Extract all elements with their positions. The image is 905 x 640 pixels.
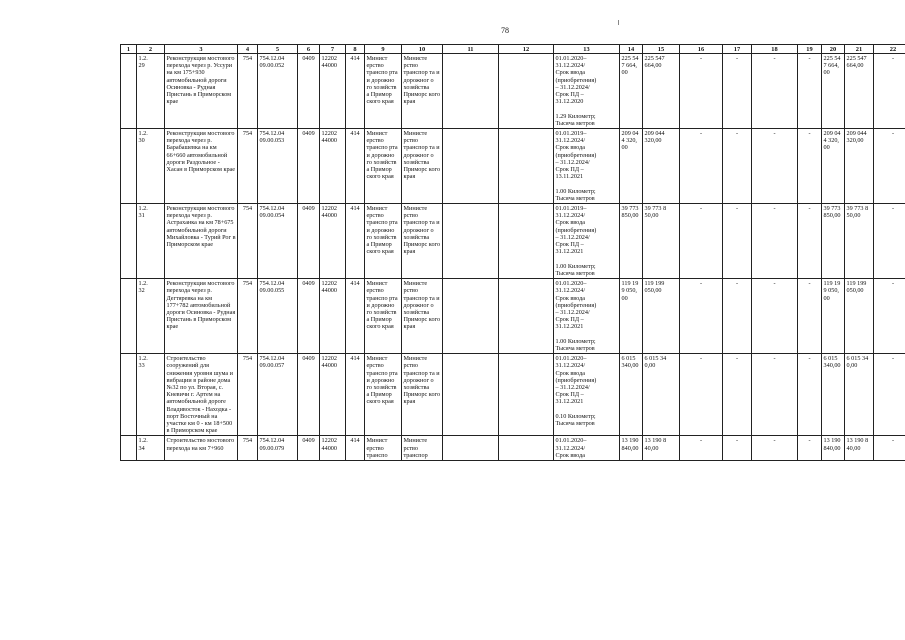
table-cell-col-22: - — [874, 436, 905, 461]
table-cell-col-11 — [443, 54, 499, 129]
table-cell-col-20: 13 190 840,00 — [822, 436, 845, 461]
table-cell-col-10: Министе рство транспор та и дорожног о хозяйства Приморс кого края — [402, 129, 443, 204]
table-cell-col-2: 1.2. 30 — [137, 129, 165, 204]
table-row — [121, 279, 905, 354]
table-cell-col-10: Министе рство транспор та и дорожног о хозяйства Приморс кого края — [402, 279, 443, 354]
page-number: 78 — [501, 26, 509, 35]
table-row — [121, 129, 905, 204]
table-cell-col-18: - — [752, 279, 798, 354]
column-number-10: 10 — [402, 45, 443, 54]
table-cell-col-3: Реконструкция мостового перехода через р. Барабашевка на км 66+660 автомобильной дороги Раздольное - Хасан в Приморском крае — [165, 129, 238, 204]
table-cell-col-9: Минист ерство транспо — [365, 436, 402, 461]
table-row — [121, 354, 905, 436]
table-cell-col-11 — [443, 279, 499, 354]
table-header-row — [121, 45, 905, 54]
table-row — [121, 54, 905, 129]
table-cell-col-5: 754.12.04 09.00.079 — [258, 436, 298, 461]
table-cell-col-12 — [499, 436, 554, 461]
table-cell-col-16: - — [680, 129, 723, 204]
table-cell-col-3: Реконструкция мостового перехода через р. Дегтяревка на км 177+782 автомобильной дороги Осиновка - Рудная Пристань в Приморском крае — [165, 279, 238, 354]
column-number-22: 22 — [874, 45, 905, 54]
table-cell-col-19: - — [798, 436, 822, 461]
table-cell-col-20: 119 19 9 050, 00 — [822, 279, 845, 354]
table-cell-col-4: 754 — [238, 54, 258, 129]
table-cell-col-18: - — [752, 129, 798, 204]
column-number-20: 20 — [822, 45, 845, 54]
table-cell-col-2: 1.2. 34 — [137, 436, 165, 461]
column-number-16: 16 — [680, 45, 723, 54]
table-cell-col-14: 119 19 9 050, 00 — [620, 279, 643, 354]
table-cell-col-16: - — [680, 204, 723, 279]
table-cell-col-4: 754 — [238, 436, 258, 461]
table-cell-col-3: Реконструкция мостового перехода через р. Уссури на км 175+930 автомобильной дороги Осиновка - Рудная Пристань в Приморском крае — [165, 54, 238, 129]
table-cell-col-3: Реконструкция мостового перехода через р. Астраханка на км 78+675 автомобильной дороги Михайловка - Турий Рог в Приморском крае — [165, 204, 238, 279]
table-cell-col-14: 39 773 850,00 — [620, 204, 643, 279]
table-cell-col-14: 225 54 7 664, 00 — [620, 54, 643, 129]
table-row — [121, 204, 905, 279]
table-cell-col-11 — [443, 204, 499, 279]
table-cell-col-13: 01.01.2019– 31.12.2024/ Срок ввода (приобретения) – 31.12.2024/ Срок ПД – 13.11.2021 1.00 Километр; Тысяча метров — [554, 129, 620, 204]
table-cell-col-21: 13 190 8 40,00 — [845, 436, 874, 461]
table-cell-col-7: 12202 44000 — [320, 54, 346, 129]
table-cell-col-9: Минист ерство транспо рта и дорожно го хозяйств а Примор ского края — [365, 354, 402, 436]
table-cell-col-14: 6 015 340,00 — [620, 354, 643, 436]
table-cell-col-6: 0409 — [298, 54, 320, 129]
table-cell-col-9: Минист ерство транспо рта и дорожно го хозяйств а Примор ского края — [365, 129, 402, 204]
table-cell-col-21: 6 015 34 0,00 — [845, 354, 874, 436]
table-cell-col-16: - — [680, 436, 723, 461]
table-cell-col-5: 754.12.04 09.00.054 — [258, 204, 298, 279]
column-number-6: 6 — [298, 45, 320, 54]
table-cell-col-22: - — [874, 54, 905, 129]
table-cell-col-10: Министе рство транспор та и дорожног о хозяйства Приморс кого края — [402, 204, 443, 279]
column-number-15: 15 — [643, 45, 680, 54]
table-cell-col-1 — [121, 54, 137, 129]
table-cell-col-7: 12202 44000 — [320, 436, 346, 461]
table-cell-col-12 — [499, 204, 554, 279]
table-cell-col-15: 209 044 320,00 — [643, 129, 680, 204]
table-cell-col-15: 225 547 664,00 — [643, 54, 680, 129]
table-cell-col-15: 39 773 8 50,00 — [643, 204, 680, 279]
table-cell-col-7: 12202 44000 — [320, 129, 346, 204]
table-cell-col-22: - — [874, 354, 905, 436]
table-cell-col-2: 1.2. 33 — [137, 354, 165, 436]
table-cell-col-1 — [121, 279, 137, 354]
column-number-4: 4 — [238, 45, 258, 54]
table-cell-col-17: - — [723, 354, 752, 436]
table-cell-col-13: 01.01.2020– 31.12.2024/ Срок ввода (приобретения) – 31.12.2024/ Срок ПД – 31.12.2021 0.10 Километр; Тысяча метров — [554, 354, 620, 436]
table-cell-col-11 — [443, 354, 499, 436]
table-cell-col-6: 0409 — [298, 129, 320, 204]
table-cell-col-16: - — [680, 54, 723, 129]
table-cell-col-8: 414 — [346, 354, 365, 436]
table-cell-col-20: 225 54 7 664, 00 — [822, 54, 845, 129]
column-number-7: 7 — [320, 45, 346, 54]
table-cell-col-9: Минист ерство транспо рта и дорожно го хозяйств а Примор ского края — [365, 279, 402, 354]
table-cell-col-8: 414 — [346, 54, 365, 129]
table-cell-col-17: - — [723, 54, 752, 129]
column-number-8: 8 — [346, 45, 365, 54]
table-cell-col-10: Министе рство транспор та и дорожног о хозяйства Приморс кого края — [402, 354, 443, 436]
table-cell-col-11 — [443, 129, 499, 204]
column-number-11: 11 — [443, 45, 499, 54]
table-cell-col-19: - — [798, 204, 822, 279]
scan-mark — [618, 20, 619, 25]
table-cell-col-8: 414 — [346, 129, 365, 204]
table-cell-col-9: Минист ерство транспо рта и дорожно го хозяйств а Примор ского края — [365, 54, 402, 129]
table-cell-col-21: 209 044 320,00 — [845, 129, 874, 204]
table-cell-col-13: 01.01.2020– 31.12.2024/ Срок ввода — [554, 436, 620, 461]
table-cell-col-22: - — [874, 279, 905, 354]
table-cell-col-22: - — [874, 204, 905, 279]
column-number-9: 9 — [365, 45, 402, 54]
table-cell-col-14: 13 190 840,00 — [620, 436, 643, 461]
column-number-12: 12 — [499, 45, 554, 54]
table-cell-col-20: 6 015 340,00 — [822, 354, 845, 436]
column-number-17: 17 — [723, 45, 752, 54]
table-cell-col-19: - — [798, 279, 822, 354]
table-cell-col-12 — [499, 54, 554, 129]
table-cell-col-15: 119 199 050,00 — [643, 279, 680, 354]
table-cell-col-17: - — [723, 436, 752, 461]
table-cell-col-13: 01.01.2020– 31.12.2024/ Срок ввода (приобретения) – 31.12.2024/ Срок ПД – 31.12.2021 1.00 Километр; Тысяча метров — [554, 279, 620, 354]
table-cell-col-16: - — [680, 279, 723, 354]
table-cell-col-22: - — [874, 129, 905, 204]
table-cell-col-13: 01.01.2019– 31.12.2024/ Срок ввода (приобретения) – 31.12.2024/ Срок ПД – 31.12.2021 1.00 Километр; Тысяча метров — [554, 204, 620, 279]
table-cell-col-10: Министе рство транспор та и дорожног о хозяйства Приморс кого края — [402, 54, 443, 129]
table-cell-col-17: - — [723, 129, 752, 204]
table-cell-col-8: 414 — [346, 204, 365, 279]
table-cell-col-18: - — [752, 354, 798, 436]
table-cell-col-6: 0409 — [298, 354, 320, 436]
table-cell-col-5: 754.12.04 09.00.055 — [258, 279, 298, 354]
table-cell-col-2: 1.2. 29 — [137, 54, 165, 129]
table-cell-col-14: 209 04 4 320, 00 — [620, 129, 643, 204]
table-cell-col-6: 0409 — [298, 279, 320, 354]
table-cell-col-4: 754 — [238, 204, 258, 279]
table-cell-col-21: 225 547 664,00 — [845, 54, 874, 129]
column-number-19: 19 — [798, 45, 822, 54]
table-cell-col-5: 754.12.04 09.00.052 — [258, 54, 298, 129]
table-cell-col-11 — [443, 436, 499, 461]
table-cell-col-17: - — [723, 279, 752, 354]
table-cell-col-21: 119 199 050,00 — [845, 279, 874, 354]
table-cell-col-1 — [121, 436, 137, 461]
table-cell-col-21: 39 773 8 50,00 — [845, 204, 874, 279]
table-cell-col-6: 0409 — [298, 204, 320, 279]
table-cell-col-19: - — [798, 129, 822, 204]
table-cell-col-12 — [499, 354, 554, 436]
table-cell-col-7: 12202 44000 — [320, 279, 346, 354]
column-number-18: 18 — [752, 45, 798, 54]
table-cell-col-13: 01.01.2020– 31.12.2024/ Срок ввода (приобретения) – 31.12.2024/ Срок ПД – 31.12.2020 1.29 Километр; Тысяча метров — [554, 54, 620, 129]
column-number-2: 2 — [137, 45, 165, 54]
table-cell-col-20: 209 04 4 320, 00 — [822, 129, 845, 204]
table-cell-col-7: 12202 44000 — [320, 354, 346, 436]
table-cell-col-5: 754.12.04 09.00.057 — [258, 354, 298, 436]
table-cell-col-9: Минист ерство транспо рта и дорожно го хозяйств а Примор ского края — [365, 204, 402, 279]
table-cell-col-18: - — [752, 436, 798, 461]
column-number-1: 1 — [121, 45, 137, 54]
table-cell-col-4: 754 — [238, 129, 258, 204]
table-cell-col-12 — [499, 129, 554, 204]
budget-table — [120, 44, 905, 461]
table-cell-col-4: 754 — [238, 354, 258, 436]
table-cell-col-15: 13 190 8 40,00 — [643, 436, 680, 461]
column-number-14: 14 — [620, 45, 643, 54]
table-cell-col-18: - — [752, 54, 798, 129]
table-cell-col-4: 754 — [238, 279, 258, 354]
table-cell-col-8: 414 — [346, 436, 365, 461]
table-cell-col-2: 1.2. 32 — [137, 279, 165, 354]
table-cell-col-16: - — [680, 354, 723, 436]
table-cell-col-1 — [121, 129, 137, 204]
table-cell-col-19: - — [798, 54, 822, 129]
table-cell-col-8: 414 — [346, 279, 365, 354]
table-cell-col-12 — [499, 279, 554, 354]
table-cell-col-7: 12202 44000 — [320, 204, 346, 279]
table-cell-col-3: Строительство мостового перехода на км 7+960 — [165, 436, 238, 461]
column-number-3: 3 — [165, 45, 238, 54]
table-cell-col-20: 39 773 850,00 — [822, 204, 845, 279]
table-cell-col-19: - — [798, 354, 822, 436]
table-cell-col-6: 0409 — [298, 436, 320, 461]
table-cell-col-5: 754.12.04 09.00.053 — [258, 129, 298, 204]
table-cell-col-1 — [121, 354, 137, 436]
table-cell-col-3: Строительство сооружений для снижения уровня шума и вибрации в районе дома №32 по ул. Вторая, с. Кневичи г. Артем на автомобильной дороге Владивосток - Находка - порт Восточный на участке км 0 - км 18+500 в Приморском крае — [165, 354, 238, 436]
table-cell-col-1 — [121, 204, 137, 279]
column-number-13: 13 — [554, 45, 620, 54]
column-number-5: 5 — [258, 45, 298, 54]
table-row — [121, 436, 905, 461]
table-cell-col-2: 1.2. 31 — [137, 204, 165, 279]
table-cell-col-17: - — [723, 204, 752, 279]
table-cell-col-15: 6 015 34 0,00 — [643, 354, 680, 436]
table-cell-col-18: - — [752, 204, 798, 279]
column-number-21: 21 — [845, 45, 874, 54]
table-cell-col-10: Министе рство транспор — [402, 436, 443, 461]
